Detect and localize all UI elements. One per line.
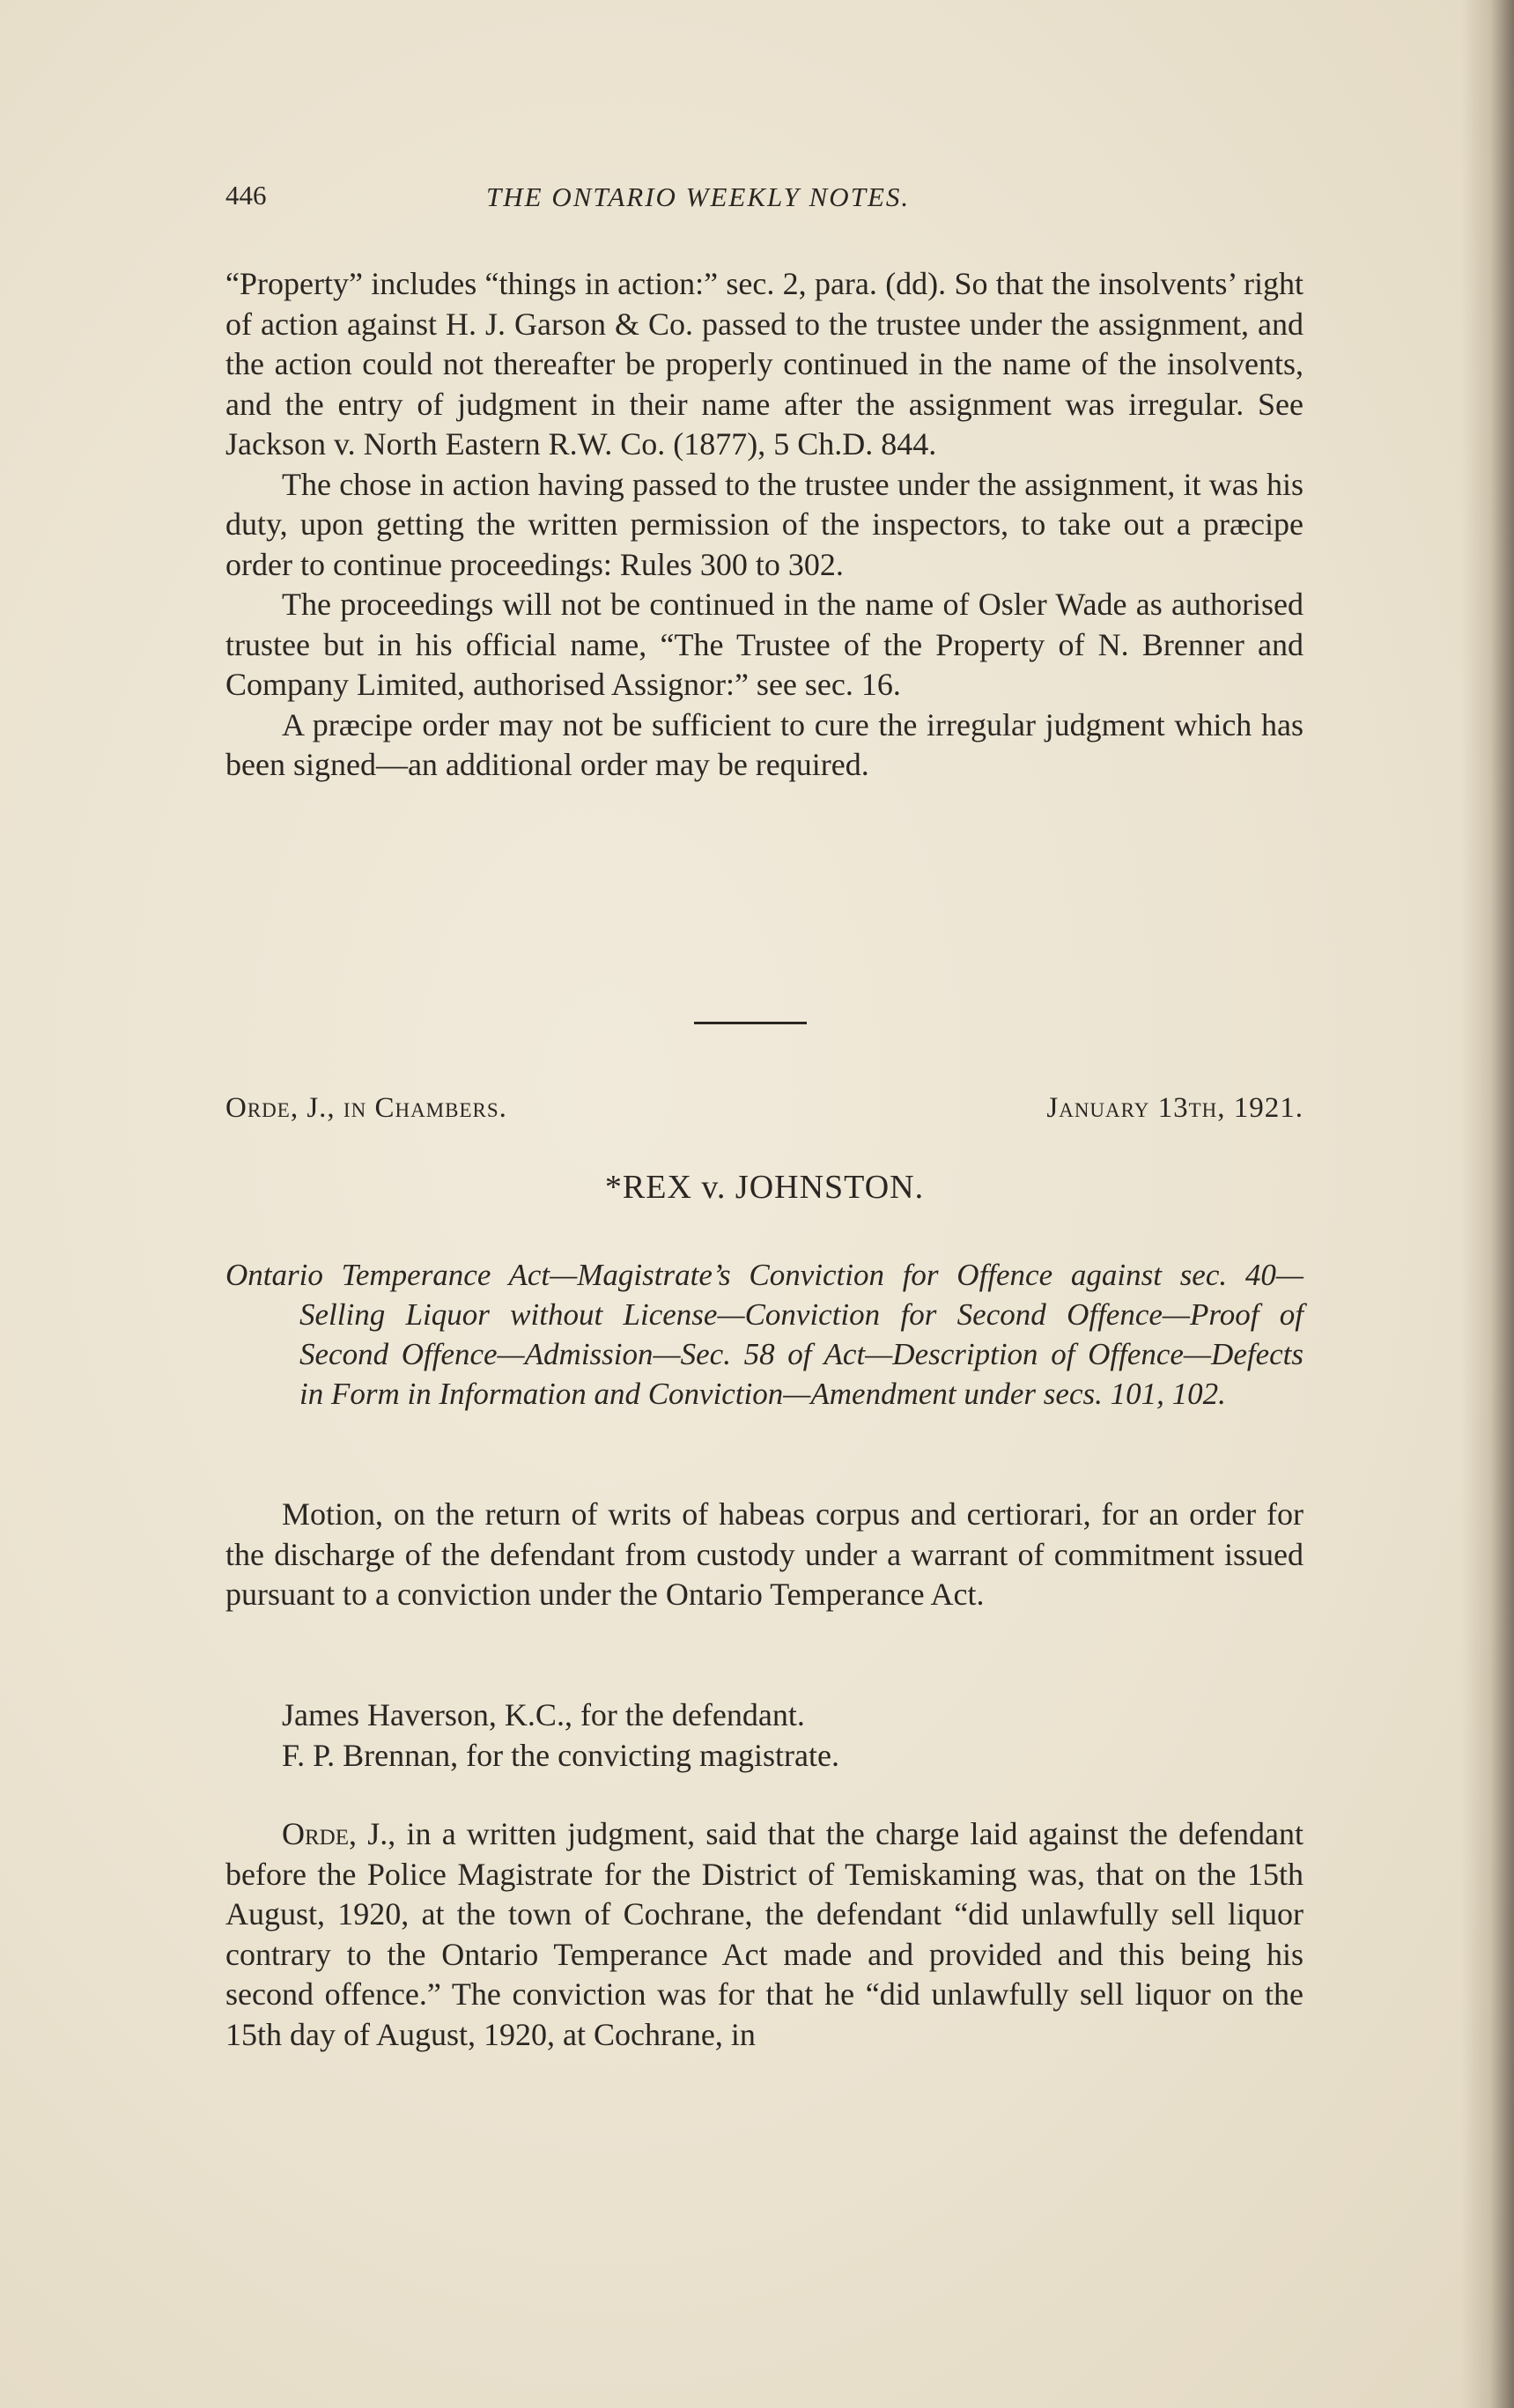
prior-case-text [225,264,1304,786]
counsel-line: F. P. Brennan, for the convicting magistrate. [282,1738,839,1773]
paragraph [225,1814,1304,2055]
judgment-text [225,1814,1304,2055]
counsel-line: James Haverson, K.C., for the defendant. [282,1697,805,1732]
court-line [225,1092,1304,1134]
paragraph: “Property” includes “things in action:” sec. 2, para. (dd). So that the insolvents’ right of action against H. J. Garson & Co. passed to the trustee under the assignment, and the action could not thereafter be properly continued in the name of the insolvents, and the entry of judgment in their name after the assignment was irregular. See Jackson v. North Eastern R.W. Co. (1877), 5 Ch.D. 844. [225,266,1304,462]
section-divider [694,1022,807,1024]
case-title: *REX v. JOHNSTON. [604,1169,925,1206]
court-and-judge: Orde, J., in Chambers. [225,1092,507,1124]
headnote: Ontario Temperance Act—Magistrate’s Conviction for Offence against sec. 40—Selling Liquor without License—Conviction for Second Offence—Proof of Second Offence—Admission—Sec. 58 of Act—Description of Offence—Defects in Form in Information and Conviction—Amendment under secs. 101, 102. [225,1258,1304,1411]
paragraph: Motion, on the return of writs of habeas corpus and certiorari, for an order for the discharge of the defendant from custody under a warrant of commitment issued pursuant to a conviction under the Ontario Temperance Act. [225,1496,1304,1612]
judge-name: Orde, J. [282,1816,388,1851]
journal-title: THE ONTARIO WEEKLY NOTES. [486,181,911,212]
decision-date: January 13th, 1921. [1046,1092,1304,1124]
paragraph: The chose in action having passed to the trustee under the assignment, it was his duty, upon getting the written permission of the inspectors, to take out a præcipe order to continue proceedings: Rules 300 to 302. [225,466,1304,582]
running-head [225,180,1304,218]
motion-text [225,1495,1304,1615]
judgment-body: , in a written judgment, said that the charge laid against the defendant before the Police Magistrate for the District of Temiskaming was, that on the 15th August, 1920, at the town of Cochrane, the defendant “did unlawfully sell liquor contrary to the Ontario Temperance Act made and provided and this being his second offence.” The conviction was for that he “did unlawfully sell liquor on the 15th day of August, 1920, at Cochrane, in [225,1816,1304,2052]
page-number: 446 [225,180,267,211]
paragraph: The proceedings will not be continued in the name of Osler Wade as authorised trustee but in his official name, “The Trustee of the Property of N. Brenner and Company Limited, authorised Assignor:” see sec. 16. [225,587,1304,702]
page-binding-edge [1461,0,1514,2408]
paragraph: A præcipe order may not be sufficient to cure the irregular judgment which has been signed—an additional order may be required. [225,706,1304,782]
